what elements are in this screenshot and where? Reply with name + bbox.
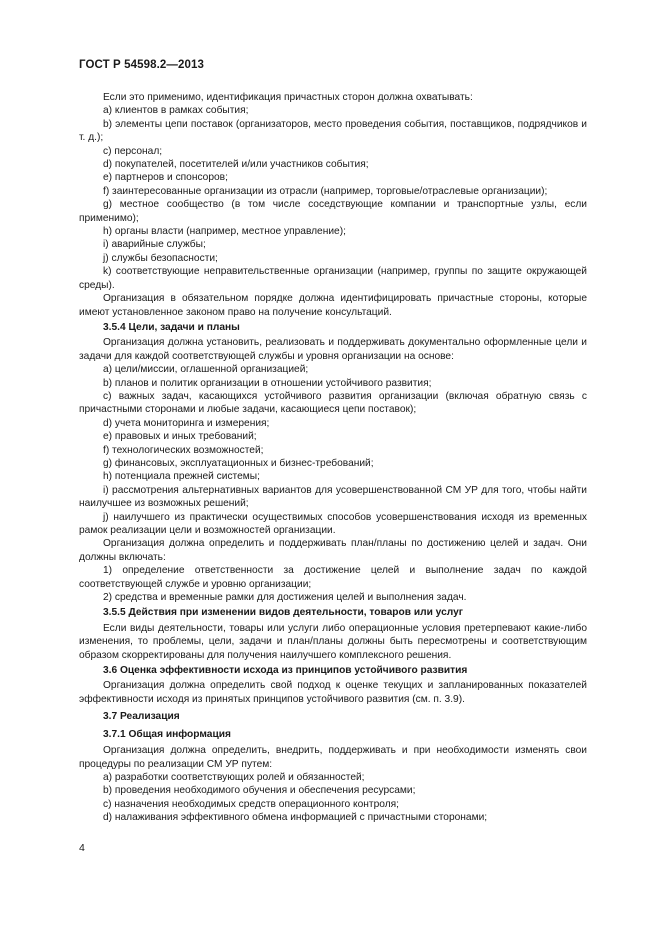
page-number: 4 (79, 842, 85, 854)
list-item: c) персонал; (103, 145, 163, 157)
list-item: b) элементы цепи поставок (организаторов, место проведения события, поставщиков, подрядчиков и т. д.); (79, 118, 587, 144)
section-heading: 3.5.4 Цели, задачи и планы (103, 321, 240, 333)
paragraph: Организация должна определить, внедрить, поддерживать и при необходимости изменять свои процедуры по реализации СМ УР путем: (79, 745, 587, 770)
paragraph: Если виды деятельности, товары или услуги либо операционные условия претерпевают какие-либо изменения, то проблемы, цели, задачи и план/планы должны быть пересмотрены и соответствующим образом скорректированы для получения наилучшего комплексного решения. (79, 622, 587, 661)
list-item: a) клиентов в рамках события; (103, 105, 249, 117)
list-item: d) налаживания эффективного обмена информацией с причастными сторонами; (103, 812, 488, 824)
section-heading: 3.7 Реализация (103, 711, 180, 723)
list-item: g) местное сообщество (в том числе соседствующие компании и транспортные узлы, если применимо); (79, 199, 587, 224)
section-heading: 3.7.1 Общая информация (103, 728, 231, 740)
list-item: d) учета мониторинга и измерения; (103, 417, 270, 429)
paragraph: Организация должна определить и поддерживать план/планы по достижению целей и задач. Они должны включать: (79, 538, 587, 563)
list-item: j) службы безопасности; (103, 252, 218, 264)
section-heading: 3.6 Оценка эффективности исхода из принципов устойчивого развития (103, 665, 468, 677)
list-item: i) аварийные службы; (103, 239, 206, 251)
page-header: ГОСТ Р 54598.2—2013 (79, 59, 204, 71)
list-item: e) правовых и иных требований; (103, 431, 257, 443)
list-item: c) назначения необходимых средств операционного контроля; (103, 798, 399, 810)
list-item: f) заинтересованные организации из отрасли (например, торговые/отраслевые организации); (103, 185, 548, 197)
list-item: f) технологических возможностей; (103, 444, 264, 456)
list-item: 2) средства и временные рамки для достижения целей и выполнения задач. (103, 592, 467, 604)
paragraph: Организация в обязательном порядке должна идентифицировать причастные стороны, которые имеют установленное законом право на получение консультаций. (79, 293, 587, 318)
list-item: i) рассмотрения альтернативных вариантов для усовершенствованной СМ УР для того, чтобы найти наилучшее из возможных решений; (79, 484, 587, 510)
paragraph: Организация должна определить свой подход к оценке текущих и запланированных показателей эффективности исходя из принятых принципов устойчивого развития (см. п. 3.9). (79, 680, 587, 705)
section-heading: 3.5.5 Действия при изменении видов деятельности, товаров или услуг (103, 607, 463, 619)
list-item: k) соответствующие неправительственные организации (например, группы по защите окружающей среды). (79, 266, 587, 291)
list-item: b) планов и политик организации в отношении устойчивого развития; (103, 377, 432, 389)
body-text (79, 91, 587, 825)
paragraph: Если это применимо, идентификация причастных сторон должна охватывать: (103, 92, 473, 103)
paragraph: Организация должна установить, реализовать и поддерживать документально оформленные цели и задачи для каждой соответствующей службы и уровня организации на основе: (79, 337, 587, 362)
list-item: b) проведения необходимого обучения и обеспечения ресурсами; (103, 785, 416, 797)
list-item: d) покупателей, посетителей и/или участников события; (103, 159, 369, 171)
list-item: 1) определение ответственности за достижение целей и выполнение задач по каждой соответствующей службе и уровню организации; (79, 565, 587, 590)
list-item: c) важных задач, касающихся устойчивого развития организации (включая обратную связь с причастными сторонами и любые задачи, касающиеся цепи поставок); (79, 390, 587, 416)
list-item: h) потенциала прежней системы; (103, 471, 260, 483)
list-item: j) наилучшего из практически осуществимых способов усовершенствования исходя из временных рамок реализации цели и возможностей организации. (79, 511, 587, 536)
list-item: a) разработки соответствующих ролей и обязанностей; (103, 771, 365, 783)
list-item: g) финансовых, эксплуатационных и бизнес-требований; (103, 457, 374, 469)
list-item: e) партнеров и спонсоров; (103, 172, 228, 184)
list-item: a) цели/миссии, оглашенной организацией; (103, 364, 309, 376)
list-item: h) органы власти (например, местное управление); (103, 226, 346, 238)
